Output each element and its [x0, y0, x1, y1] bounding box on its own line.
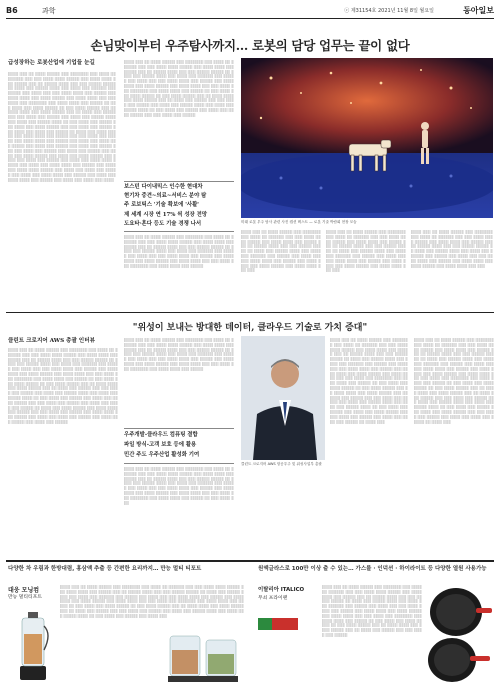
interviewee-caption: 클린트 크로지어 AWS 항공우주 및 위성사업부 총괄 — [241, 462, 322, 466]
mid-subhead-2: 현기차 중견~의료~서비스 분야 탐 — [124, 193, 207, 199]
page-number: B6 — [6, 6, 18, 15]
robot-stage-photo — [241, 58, 493, 218]
mid-subhead-1: 보스턴 다이내믹스 인수한 현대차 — [124, 184, 203, 190]
article-body-col1: ░░░░ ░░░ ░░ ░░░░ ░░░░░ ░░░ ░░░░░░░ ░░░ ░░░░ ░░ ░░░░░░ ░░░ ░░░ ░░░░ ░░░░ ░░░░░ ░░░ ░░░░ ░░░░ ░░░ ░░░░░ ░░░ ░░ ░░░░░ ░░░░ ░░░ ░░░ ░░░░░ ░░░░░ ░░ ░░░░ ░░░ ░░░░░ ░░░░ ░░░ ░░░░ ░░░ ░░░░░░ ░░░ ░░░░░ ░░░ ░░░░ ░░░ ░░░ ░░░░ ░░░░ ░░░ ░░░░░ ░░░ ░░░░ ░░░░ ░░░ ░░░░ ░░░░░ ░░░ ░░░░ ░░░░ ░░░ ░░░ ░░░░ ░░░ ░░░░░░░ ░░░ ░░░░ ░░░░ ░░░ ░░░░░ ░░ ░░░ ░░░░ ░░░ ░░░░ ░░░░░ ░░ ░░░ ░░░░ ░░░░░ ░░░ ░░ ░░░░ ░░░░ ░░░ ░░░░ ░░░░░ ░░░ ░░ ░░░░ ░░░ ░░░░░ ░░░ ░░░ ░░░░ ░░░ ░░░░░ ░░░ ░░░░ ░░░ ░░░░░ ░░░░ ░░░ ░░░░ ░░░ ░░░░░ ░░░░ ░░ ░░░ ░░░░ ░░░ ░░░░░ ░░░ ░░░░ ░░░ ░░░░ ░░░░░ ░░░ ░░░ ░░░░ ░░░ ░░░░░ ░░░ ░░░░ ░░░ ░░░░ ░░░ ░░░░░ ░░ ░░░░ ░░░ ░░░░ ░░░░░ ░░░ ░░░░ ░░░░ ░░░ ░░░░░ ░░░ ░░░ ░░░░ ░░░ ░░░░░ ░░░ ░░░░ ░░░░ ░░░ ░░░░░ ░░░ ░░░░ ░░░ ░░░░ ░░░ ░░░░░ ░░░ ░░░░ ░░░ ░░░░░ ░░░ ░░░░ ░░░ ░░░░░ ░░░ ░░░ ░░░░ ░░░ ░░░░░ ░░░ ░░░░ ░░░ ░░░░░ ░░░ ░░░░ ░░░ ░░░░ ░░░░░ ░░░ ░░░░ ░░░ ░░░░ ░░░░░ ░░░ ░░░░ ░░░ ░░░░ ░░░ ░░░░░ ░░░ ░░░░ ░░░ ░░░░ ░░░░ ░░░░░ ░░░ ░░░░ ░░░ ░░░░ ░░░░ ░░░ ░░░░░ ░░░ ░░░░ ░░░ ░░░░ ░░░░ ░░░░░ ░░░ ░░░░ ░░░ ░░░░ ░░░ ░░░░░ ░░░ ░░░░ ░░░ ░░░░ ░░░░ ░░░ ░░░░░ ░░░ ░░░░ ░░░ ░░░░ ░░░░ ░░░ ░░░░░ ░░░ ░░░░ ░░░ ░░░░ ░░░ ░░░░ — [8, 72, 116, 182]
mid-subhead-5: 도요타·혼다 등도 기술 경쟁 나서 — [124, 221, 202, 227]
page-header — [6, 4, 494, 19]
ad-left-product: 만능 멀티티포트 — [8, 595, 42, 600]
divider — [124, 231, 234, 232]
interview-mid-subhead-2: 파일 방식-고객 보호 등에 활용 — [124, 442, 197, 448]
teapot-product-image — [12, 604, 54, 684]
section-divider — [6, 312, 494, 313]
italico-logo — [258, 614, 298, 634]
interview-body-col3: ░░░░ ░░░ ░░ ░░░░ ░░░░░ ░░░ ░░░░░░░ ░░░ ░░░░ ░░ ░░░░░░ ░░░ ░░░ ░░░░ ░░░░ ░░░░░ ░░░ ░░░░ ░░░░ ░░░ ░░░░░ ░░░ ░░ ░░░░░ ░░░░ ░░░ ░░░ ░░░░░ ░░░░░ ░░ ░░░░ ░░░ ░░░░░ ░░░░ ░░░ ░░░░ ░░░ ░░░░░░ ░░░ ░░░░░ ░░░ ░░░░ ░░░ ░░░ ░░░░ ░░░░ ░░░ ░░░░░ ░░░ ░░░░ ░░░░ ░░░ ░░░░ ░░░░░ ░░░ ░░░░ ░░░░ ░░░ ░░░ ░░░░ ░░░ ░░░░░░░ ░░░ ░░░░ ░░░░ ░░░ ░░░░░ ░░ ░░░ ░░░░ ░░░ ░░░░ ░░░░░ ░░ ░░░ ░░░░ ░░░░░ ░░░ ░░ ░░░░ ░░░░ ░░░ ░░░░ ░░░░░ ░░░ ░░ ░░░░ ░░░ ░░░░░ ░░░ ░░░ ░░░░ ░░░ ░░░░░ ░░░ ░░░░ ░░░ ░░░░░ ░░░░ ░░░ ░░░░ ░░░ ░░░░░ ░░░░ ░░ ░░░ ░░░░ ░░░ ░░░░░ ░░░ ░░░░ ░░░ ░░░░ ░░░░░ ░░░ ░░░ ░░░░ ░░░ ░░░░░ ░░░ ░░░░ ░░░ ░░░░ ░░░ ░░░░░ ░░ ░░░░ ░░░ — [330, 338, 408, 424]
mid-subhead-3: 주 로보틱스 '기술 확보에 '사활' — [124, 202, 199, 208]
teapot-set-image — [166, 630, 240, 684]
ad-left-headline: 다양한 차 우림과 한방대렴, 홍삼액 추출 등 간편한 요리까지… 만능 멀티 티포트 — [8, 566, 202, 572]
interview-body-col4: ░░░░ ░░░ ░░ ░░░░ ░░░░░ ░░░ ░░░░░░░ ░░░ ░░░░ ░░ ░░░░░░ ░░░ ░░░ ░░░░ ░░░░ ░░░░░ ░░░ ░░░░ ░░░░ ░░░ ░░░░░ ░░░ ░░ ░░░░░ ░░░░ ░░░ ░░░ ░░░░░ ░░░░░ ░░ ░░░░ ░░░ ░░░░░ ░░░░ ░░░ ░░░░ ░░░ ░░░░░░ ░░░ ░░░░░ ░░░ ░░░░ ░░░ ░░░ ░░░░ ░░░░ ░░░ ░░░░░ ░░░ ░░░░ ░░░░ ░░░ ░░░░ ░░░░░ ░░░ ░░░░ ░░░░ ░░░ ░░░ ░░░░ ░░░ ░░░░░░░ ░░░ ░░░░ ░░░░ ░░░ ░░░░░ ░░ ░░░ ░░░░ ░░░ ░░░░ ░░░░░ ░░ ░░░ ░░░░ ░░░░░ ░░░ ░░ ░░░░ ░░░░ ░░░ ░░░░ ░░░░░ ░░░ ░░ ░░░░ ░░░ ░░░░░ ░░░ ░░░ ░░░░ ░░░ ░░░░░ ░░░ ░░░░ ░░░ ░░░░░ ░░░░ ░░░ ░░░░ ░░░ ░░░░░ ░░░░ ░░ ░░░ ░░░░ ░░░ ░░░░░ ░░░ ░░░░ ░░░ ░░░░ ░░░░░ ░░░ ░░░ ░░░░ ░░░ ░░░░░ ░░░ ░░░░ ░░░ ░░░░ ░░░ ░░░░░ ░░ ░░░░ ░░░ — [414, 338, 494, 424]
ad-divider — [6, 560, 494, 562]
article-body-col4: ░░░░ ░░░ ░░ ░░░░ ░░░░░ ░░░ ░░░░░░░ ░░░ ░░░░ ░░ ░░░░░░ ░░░ ░░░ ░░░░ ░░░░ ░░░░░ ░░░ ░░░░ ░░░░ ░░░ ░░░░░ ░░░ ░░ ░░░░░ ░░░░ ░░░ ░░░ ░░░░░ ░░░░░ ░░ ░░░░ ░░░ ░░░░░ ░░░░ ░░░ ░░░░ ░░░ ░░░░░░ ░░░ ░░░░░ ░░░ ░░░░ ░░░ ░░░ ░░░░ ░░░░ ░░░ ░░░░░ ░░░ ░░░░ ░░░░ ░░░ ░░░░ ░░░░░ ░░░ ░░░░ ░░░░ ░░░ ░░░ — [326, 230, 406, 273]
interview-body-col1: ░░░░ ░░░ ░░ ░░░░ ░░░░░ ░░░ ░░░░░░░ ░░░ ░░░░ ░░ ░░░░░░ ░░░ ░░░ ░░░░ ░░░░ ░░░░░ ░░░ ░░░░ ░░░░ ░░░ ░░░░░ ░░░ ░░ ░░░░░ ░░░░ ░░░ ░░░ ░░░░░ ░░░░░ ░░ ░░░░ ░░░ ░░░░░ ░░░░ ░░░ ░░░░ ░░░ ░░░░░░ ░░░ ░░░░░ ░░░ ░░░░ ░░░ ░░░ ░░░░ ░░░░ ░░░ ░░░░░ ░░░ ░░░░ ░░░░ ░░░ ░░░░ ░░░░░ ░░░ ░░░░ ░░░░ ░░░ ░░░ ░░░░ ░░░ ░░░░░░░ ░░░ ░░░░ ░░░░ ░░░ ░░░░░ ░░ ░░░ ░░░░ ░░░ ░░░░ ░░░░░ ░░ ░░░ ░░░░ ░░░░░ ░░░ ░░ ░░░░ ░░░░ ░░░ ░░░░ ░░░░░ ░░░ ░░ ░░░░ ░░░ ░░░░░ ░░░ ░░░ ░░░░ ░░░ ░░░░░ ░░░ ░░░░ ░░░ ░░░░░ ░░░░ ░░░ ░░░░ ░░░ ░░░░░ ░░░░ ░░ ░░░ ░░░░ ░░░ ░░░░░ ░░░ ░░░░ ░░░ ░░░░ ░░░░░ ░░░ ░░░ ░░░░ ░░░ ░░░░░ ░░░ ░░░░ ░░░ ░░░░ ░░░ ░░░░░ ░░ ░░░░ ░░░ ░░░░ ░░░░░ ░░░ ░░░░ ░░░░ ░░░ ░░░░░ ░░░ ░░░ ░░░░ ░░░ ░░░░░ ░░░ ░░░░ ░░░░ ░░░ ░░░░░ ░░░ ░░░░ ░░░ ░░░░ ░░░ ░░░░░ ░░░ ░░░░ ░░░ ░░░░░ ░░░ ░░░░ ░░░ ░░░░░ — [8, 348, 118, 424]
article-body-col5: ░░░░ ░░░ ░░ ░░░░ ░░░░░ ░░░ ░░░░░░░ ░░░ ░░░░ ░░ ░░░░░░ ░░░ ░░░ ░░░░ ░░░░ ░░░░░ ░░░ ░░░░ ░░░░ ░░░ ░░░░░ ░░░ ░░ ░░░░░ ░░░░ ░░░ ░░░ ░░░░░ ░░░░░ ░░ ░░░░ ░░░ ░░░░░ ░░░░ ░░░ ░░░░ ░░░ ░░░░░░ ░░░ ░░░░░ ░░░ ░░░░ ░░░ ░░░ ░░░░ ░░░░ ░░░ ░░░░░ ░░░ ░░░░ ░░░░ ░░░ ░░░░ ░░░░░ ░░░ ░░░░ ░░░░ ░░░ ░░░ — [411, 230, 493, 268]
masthead-logo: 동아일보 — [463, 5, 494, 15]
interview-mid-subhead-3: 민간 주도 우주산업 활성화 기여 — [124, 452, 200, 458]
article-headline: 손님맞이부터 우주탐사까지… 로봇의 담당 업무는 끝이 없다 — [90, 38, 410, 53]
issue-meta: ⓒ 제31154호 2021년 11월 8일 월요일 — [344, 8, 434, 14]
section-name: 과학 — [42, 7, 56, 15]
interview-subhead: 클린트 크로지어 AWS 총괄 인터뷰 — [8, 338, 96, 344]
article-body-col2-bottom: ░░░░ ░░░ ░░ ░░░░ ░░░░░ ░░░ ░░░░░░░ ░░░ ░░░░ ░░ ░░░░░░ ░░░ ░░░ ░░░░ ░░░░ ░░░░░ ░░░ ░░░░ ░░░░ ░░░ ░░░░░ ░░░ ░░ ░░░░░ ░░░░ ░░░ ░░░ ░░░░░ ░░░░░ ░░ ░░░░ ░░░ ░░░░░ ░░░░ ░░░ ░░░░ ░░░ ░░░░░░ ░░░ ░░░░░ ░░░ ░░░░ ░░░ ░░░ ░░░░ ░░░░ ░░░ ░░░░░ ░░░ ░░░░ ░░░░ ░░░ ░░░░ ░░░░░ ░░░ ░░░░ ░░░░ ░░░ ░░░ ░░░░ ░░░ ░░░░░░░ ░░░ ░░░░ ░░░░ ░░░ ░░░░░ — [124, 235, 234, 268]
ad-right-company: 이탈리아 ITALICO — [258, 587, 305, 593]
ad-left-company: 대웅 모닝컴 — [8, 587, 40, 594]
ad-right-body: ░░░░ ░░░ ░░ ░░░░ ░░░░░ ░░░ ░░░░░░░ ░░░ ░░░░ ░░ ░░░░░░ ░░░ ░░░ ░░░░ ░░░░ ░░░░░ ░░░ ░░░░ ░░░░ ░░░ ░░░░░ ░░░ ░░ ░░░░░ ░░░░ ░░░ ░░░ ░░░░░ ░░░░░ ░░ ░░░░ ░░░ ░░░░░ ░░░░ ░░░ ░░░░ ░░░ ░░░░░░ ░░░ ░░░░░ ░░░ ░░░░ ░░░ ░░░ ░░░░ ░░░░ ░░░ ░░░░░ ░░░ ░░░░ ░░░░ ░░░ ░░░░ ░░░░░ ░░░ ░░░░ ░░░░ ░░░ ░░░ ░░░░ ░░░ ░░░░░░░ ░░░ ░░░░ ░░░░ ░░░ ░░░░░ ░░ ░░░ ░░░░ ░░░ ░░░░ ░░░░░ ░░ ░░░ ░░░░ ░░░░░ ░░░ ░░ ░░░░ ░░░░ ░░░ ░░░░ ░░░░░ ░░░ ░░ ░░░░ ░░░ ░░░░░ ░░░ ░░░ ░░░░ ░░░ ░░░░░ — [322, 585, 422, 637]
interview-mid-subhead-1: 우주개발-클라우드 컴퓨팅 결합 — [124, 432, 198, 438]
divider — [124, 463, 234, 464]
ad-right-product: 무쇠 프라이팬 — [258, 596, 288, 601]
interviewee-photo — [241, 336, 325, 460]
interview-body-col2-bottom: ░░░░ ░░░ ░░ ░░░░ ░░░░░ ░░░ ░░░░░░░ ░░░ ░░░░ ░░ ░░░░░░ ░░░ ░░░ ░░░░ ░░░░ ░░░░░ ░░░ ░░░░ ░░░░ ░░░ ░░░░░ ░░░ ░░ ░░░░░ ░░░░ ░░░ ░░░ ░░░░░ ░░░░░ ░░ ░░░░ ░░░ ░░░░░ ░░░░ ░░░ ░░░░ ░░░ ░░░░░░ ░░░ ░░░░░ ░░░ ░░░░ ░░░ ░░░ ░░░░ ░░░░ ░░░ ░░░░░ ░░░ ░░░░ ░░░░ ░░░ ░░░░ ░░░░░ ░░░ ░░░░ ░░░░ ░░░ ░░░ ░░░░ ░░░ ░░░░░░░ ░░░ ░░░░ ░░░░ ░░░ ░░░░░ ░░ ░░░ ░░░░ ░░░ — [124, 467, 234, 505]
photo-caption: 미래 로봇 우주 탐사 관련 사진 캡션 텍스트 — 로봇 기술 박람회 현장 모습 — [241, 220, 357, 224]
ad-right-badge-area — [258, 614, 316, 644]
ad-left-body: ░░░░ ░░░ ░░ ░░░░ ░░░░░ ░░░ ░░░░░░░ ░░░ ░░░░ ░░ ░░░░░░ ░░░ ░░░ ░░░░ ░░░░ ░░░░░ ░░░ ░░░░ ░░░░ ░░░ ░░░░░ ░░░ ░░ ░░░░░ ░░░░ ░░░ ░░░ ░░░░░ ░░░░░ ░░ ░░░░ ░░░ ░░░░░ ░░░░ ░░░ ░░░░ ░░░ ░░░░░░ ░░░ ░░░░░ ░░░ ░░░░ ░░░ ░░░ ░░░░ ░░░░ ░░░ ░░░░░ ░░░ ░░░░ ░░░░ ░░░ ░░░░ ░░░░░ ░░░ ░░░░ ░░░░ ░░░ ░░░ ░░░░ ░░░ ░░░░░░░ ░░░ ░░░░ ░░░░ ░░░ ░░░░░ ░░ ░░░ ░░░░ ░░░ ░░░░ ░░░░░ ░░ ░░░ ░░░░ ░░░░░ ░░░ ░░ ░░░░ ░░░░ ░░░ ░░░░ ░░░░░ ░░░ ░░ ░░░░ ░░░ ░░░░░ ░░░ ░░░ ░░░░ ░░░ ░░░░░ ░░░ ░░░░ ░░░ ░░░░░ ░░░░ ░░░ ░░░░ ░░░ ░░░░░ ░░░░ ░░ ░░░ ░░░░ ░░░ ░░░░░ ░░░ ░░░░ ░░░ — [60, 585, 244, 618]
interview-headline: "위성이 보내는 방대한 데이터, 클라우드 기술로 가치 증대" — [132, 323, 368, 333]
article-body-col2-top: ░░░░ ░░░ ░░ ░░░░ ░░░░░ ░░░ ░░░░░░░ ░░░ ░░░░ ░░ ░░░░░░ ░░░ ░░░ ░░░░ ░░░░ ░░░░░ ░░░ ░░░░ ░░░░ ░░░ ░░░░░ ░░░ ░░ ░░░░░ ░░░░ ░░░ ░░░ ░░░░░ ░░░░░ ░░ ░░░░ ░░░ ░░░░░ ░░░░ ░░░ ░░░░ ░░░ ░░░░░░ ░░░ ░░░░░ ░░░ ░░░░ ░░░ ░░░ ░░░░ ░░░░ ░░░ ░░░░░ ░░░ ░░░░ ░░░░ ░░░ ░░░░ ░░░░░ ░░░ ░░░░ ░░░░ ░░░ ░░░ ░░░░ ░░░ ░░░░░░░ ░░░ ░░░░ ░░░░ ░░░ ░░░░░ ░░ ░░░ ░░░░ ░░░ ░░░░ ░░░░░ ░░ ░░░ ░░░░ ░░░░░ ░░░ ░░ ░░░░ ░░░░ ░░░ ░░░░ ░░░░░ ░░░ ░░ ░░░░ ░░░ ░░░░░ ░░░ ░░░ ░░░░ ░░░ ░░░░░ ░░░ ░░░░ ░░░ ░░░░░ ░░░░ ░░░ ░░░░ ░░░ ░░░░░ ░░░░ ░░ ░░░ ░░░░ ░░░ ░░░░░ ░░░ ░░░░ ░░░ ░░░░ ░░░░░ ░░░ ░░░ ░░░░ ░░░ ░░░░░ — [124, 60, 234, 117]
article-body-col3: ░░░░ ░░░ ░░ ░░░░ ░░░░░ ░░░ ░░░░░░░ ░░░ ░░░░ ░░ ░░░░░░ ░░░ ░░░ ░░░░ ░░░░ ░░░░░ ░░░ ░░░░ ░░░░ ░░░ ░░░░░ ░░░ ░░ ░░░░░ ░░░░ ░░░ ░░░ ░░░░░ ░░░░░ ░░ ░░░░ ░░░ ░░░░░ ░░░░ ░░░ ░░░░ ░░░ ░░░░░░ ░░░ ░░░░░ ░░░ ░░░░ ░░░ ░░░ ░░░░ ░░░░ ░░░ ░░░░░ ░░░ ░░░░ ░░░░ ░░░ ░░░░ ░░░░░ ░░░ ░░░░ ░░░░ ░░░ ░░░ — [241, 230, 321, 273]
mid-subhead-4: 제 세계 시장 연 17% 씩 성장 전망 — [124, 212, 208, 218]
ad-right-headline: 원액글라스로 100만 이상 출 수 있는… 가스를 · 인덕션 · 하이라이트 등 다양한 열원 사용가능 — [258, 566, 487, 572]
frying-pan-image — [420, 582, 494, 686]
divider — [124, 181, 234, 182]
divider — [124, 428, 234, 429]
interview-body-col2-top: ░░░░ ░░░ ░░ ░░░░ ░░░░░ ░░░ ░░░░░░░ ░░░ ░░░░ ░░ ░░░░░░ ░░░ ░░░ ░░░░ ░░░░ ░░░░░ ░░░ ░░░░ ░░░░ ░░░ ░░░░░ ░░░ ░░ ░░░░░ ░░░░ ░░░ ░░░ ░░░░░ ░░░░░ ░░ ░░░░ ░░░ ░░░░░ ░░░░ ░░░ ░░░░ ░░░ ░░░░░░ ░░░ ░░░░░ ░░░ ░░░░ ░░░ ░░░ ░░░░ ░░░░ ░░░ ░░░░░ ░░░ ░░░░ ░░░░ ░░░ ░░░░ ░░░░░ ░░░ ░░░░ ░░░░ ░░░ ░░░ ░░░░ ░░░ ░░░░░░░ ░░░ ░░░░ ░░░░ ░░░ ░░░░░ — [124, 338, 234, 371]
column-subhead: 급성장하는 로봇산업에 기업들 눈길 — [8, 60, 95, 66]
